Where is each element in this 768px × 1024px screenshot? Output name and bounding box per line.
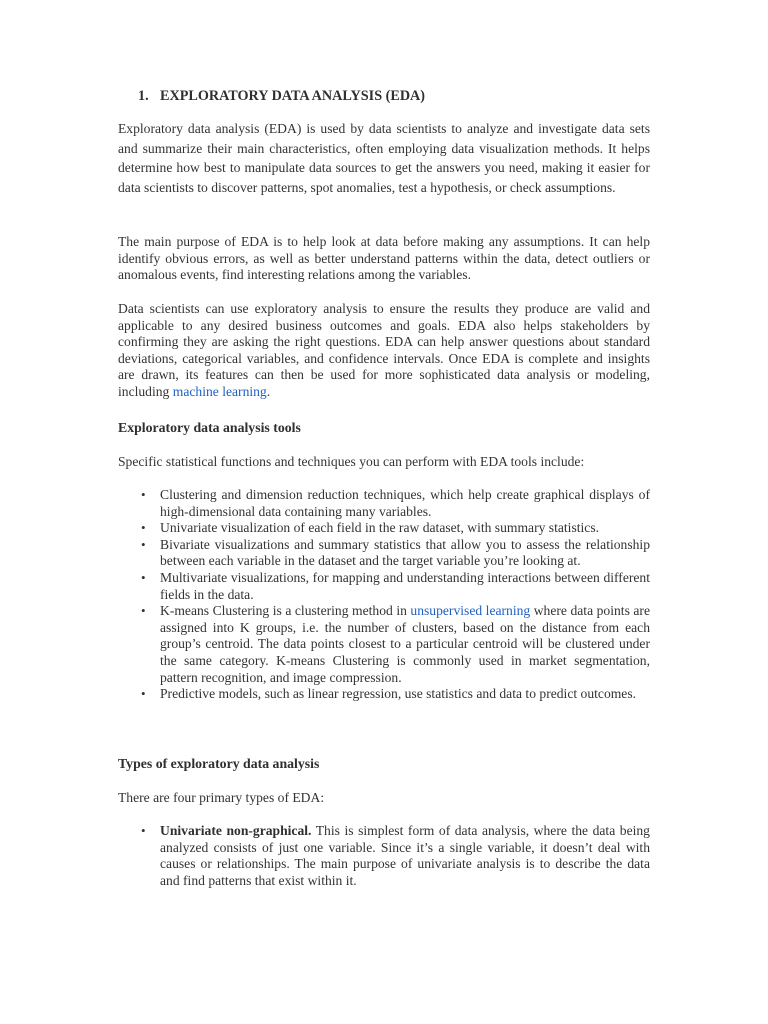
machine-learning-link[interactable]: machine learning bbox=[172, 383, 267, 399]
paragraph-eda-validation bbox=[118, 301, 650, 401]
bullet-icon: • bbox=[141, 520, 146, 536]
bullet-icon: • bbox=[141, 603, 146, 619]
list-item-text: Multivariate visualizations, for mapping and understanding interactions between different fields in the data. bbox=[160, 569, 650, 602]
paragraph-eda-definition: Exploratory data analysis (EDA) is used by data scientists to analyze and investigate data sets and summarize their main characteristics, often employing data visualization methods. It helps determine how best to manipulate data sources to get the answers you need, making it easier for data scientists to discover patterns, spot anomalies, test a hypothesis, or check assumptions. bbox=[118, 121, 650, 195]
bullet-icon: • bbox=[141, 823, 146, 838]
list-item bbox=[118, 686, 650, 703]
section-number: 1. bbox=[138, 88, 149, 104]
bullet-icon: • bbox=[141, 569, 146, 585]
list-item bbox=[118, 520, 650, 537]
tools-intro: Specific statistical functions and techniques you can perform with EDA tools include: bbox=[118, 454, 585, 469]
types-heading: Types of exploratory data analysis bbox=[118, 756, 320, 771]
tools-list bbox=[118, 487, 650, 703]
types-intro: There are four primary types of EDA: bbox=[118, 790, 325, 805]
list-item bbox=[118, 487, 650, 520]
paragraph-eda-validation-text: Data scientists can use exploratory analysis to ensure the results they produce are valid and applicable to any desired business outcomes and goals. EDA also helps stakeholders by confirming they are asking the right questions. EDA can help answer questions about standard deviations, categorical variables, and confidence intervals. Once EDA is complete and insights are drawn, its features can then be used for more sophisticated data analysis or modeling, including bbox=[118, 301, 650, 399]
types-list bbox=[118, 823, 650, 889]
bullet-icon: • bbox=[141, 686, 146, 702]
list-item-text: Univariate visualization of each field in the raw dataset, with summary statistics. bbox=[160, 520, 600, 536]
list-item-text: K-means Clustering is a clustering method in bbox=[160, 603, 411, 619]
paragraph-eda-purpose: The main purpose of EDA is to help look at data before making any assumptions. It can help identify obvious errors, as well as better understand patterns within the data, detect outliers or anomalous events, find interesting relations among the variables. bbox=[118, 234, 650, 283]
section-title bbox=[138, 88, 425, 105]
list-item bbox=[118, 537, 650, 570]
list-item-text: Predictive models, such as linear regression, use statistics and data to predict outcomes. bbox=[160, 686, 637, 702]
list-item-text-end: where data points are assigned into K groups, i.e. the number of clusters, based on the distance from each group’s centroid. The data points closest to a particular centroid will be clustered under the same category. K-means Clustering is commonly used in market segmentation, pattern recognition, and image compression. bbox=[160, 603, 650, 685]
list-item-text: Bivariate visualizations and summary statistics that allow you to assess the relationship between each variable in the dataset and the target variable you’re looking at. bbox=[160, 536, 650, 569]
unsupervised-learning-link[interactable]: unsupervised learning bbox=[410, 603, 531, 619]
type-name: Univariate non-graphical. bbox=[160, 823, 312, 838]
tools-heading: Exploratory data analysis tools bbox=[118, 420, 301, 435]
list-item-text: Clustering and dimension reduction techniques, which help create graphical displays of high-dimensional data containing many variables. bbox=[160, 487, 650, 519]
paragraph-eda-validation-end: . bbox=[266, 383, 271, 399]
list-item bbox=[118, 570, 650, 603]
bullet-icon: • bbox=[141, 487, 146, 502]
section-title-text: EXPLORATORY DATA ANALYSIS (EDA) bbox=[160, 88, 426, 104]
bullet-icon: • bbox=[141, 536, 146, 552]
type-description: This is simplest form of data analysis, where the data being analyzed consists of just one variable. Since it’s a single variable, it doesn’t deal with causes or relationships. The main purpose of univariate analysis is to describe the data and find patterns that exist within it. bbox=[160, 823, 650, 888]
list-item bbox=[118, 823, 650, 889]
list-item bbox=[118, 603, 650, 686]
